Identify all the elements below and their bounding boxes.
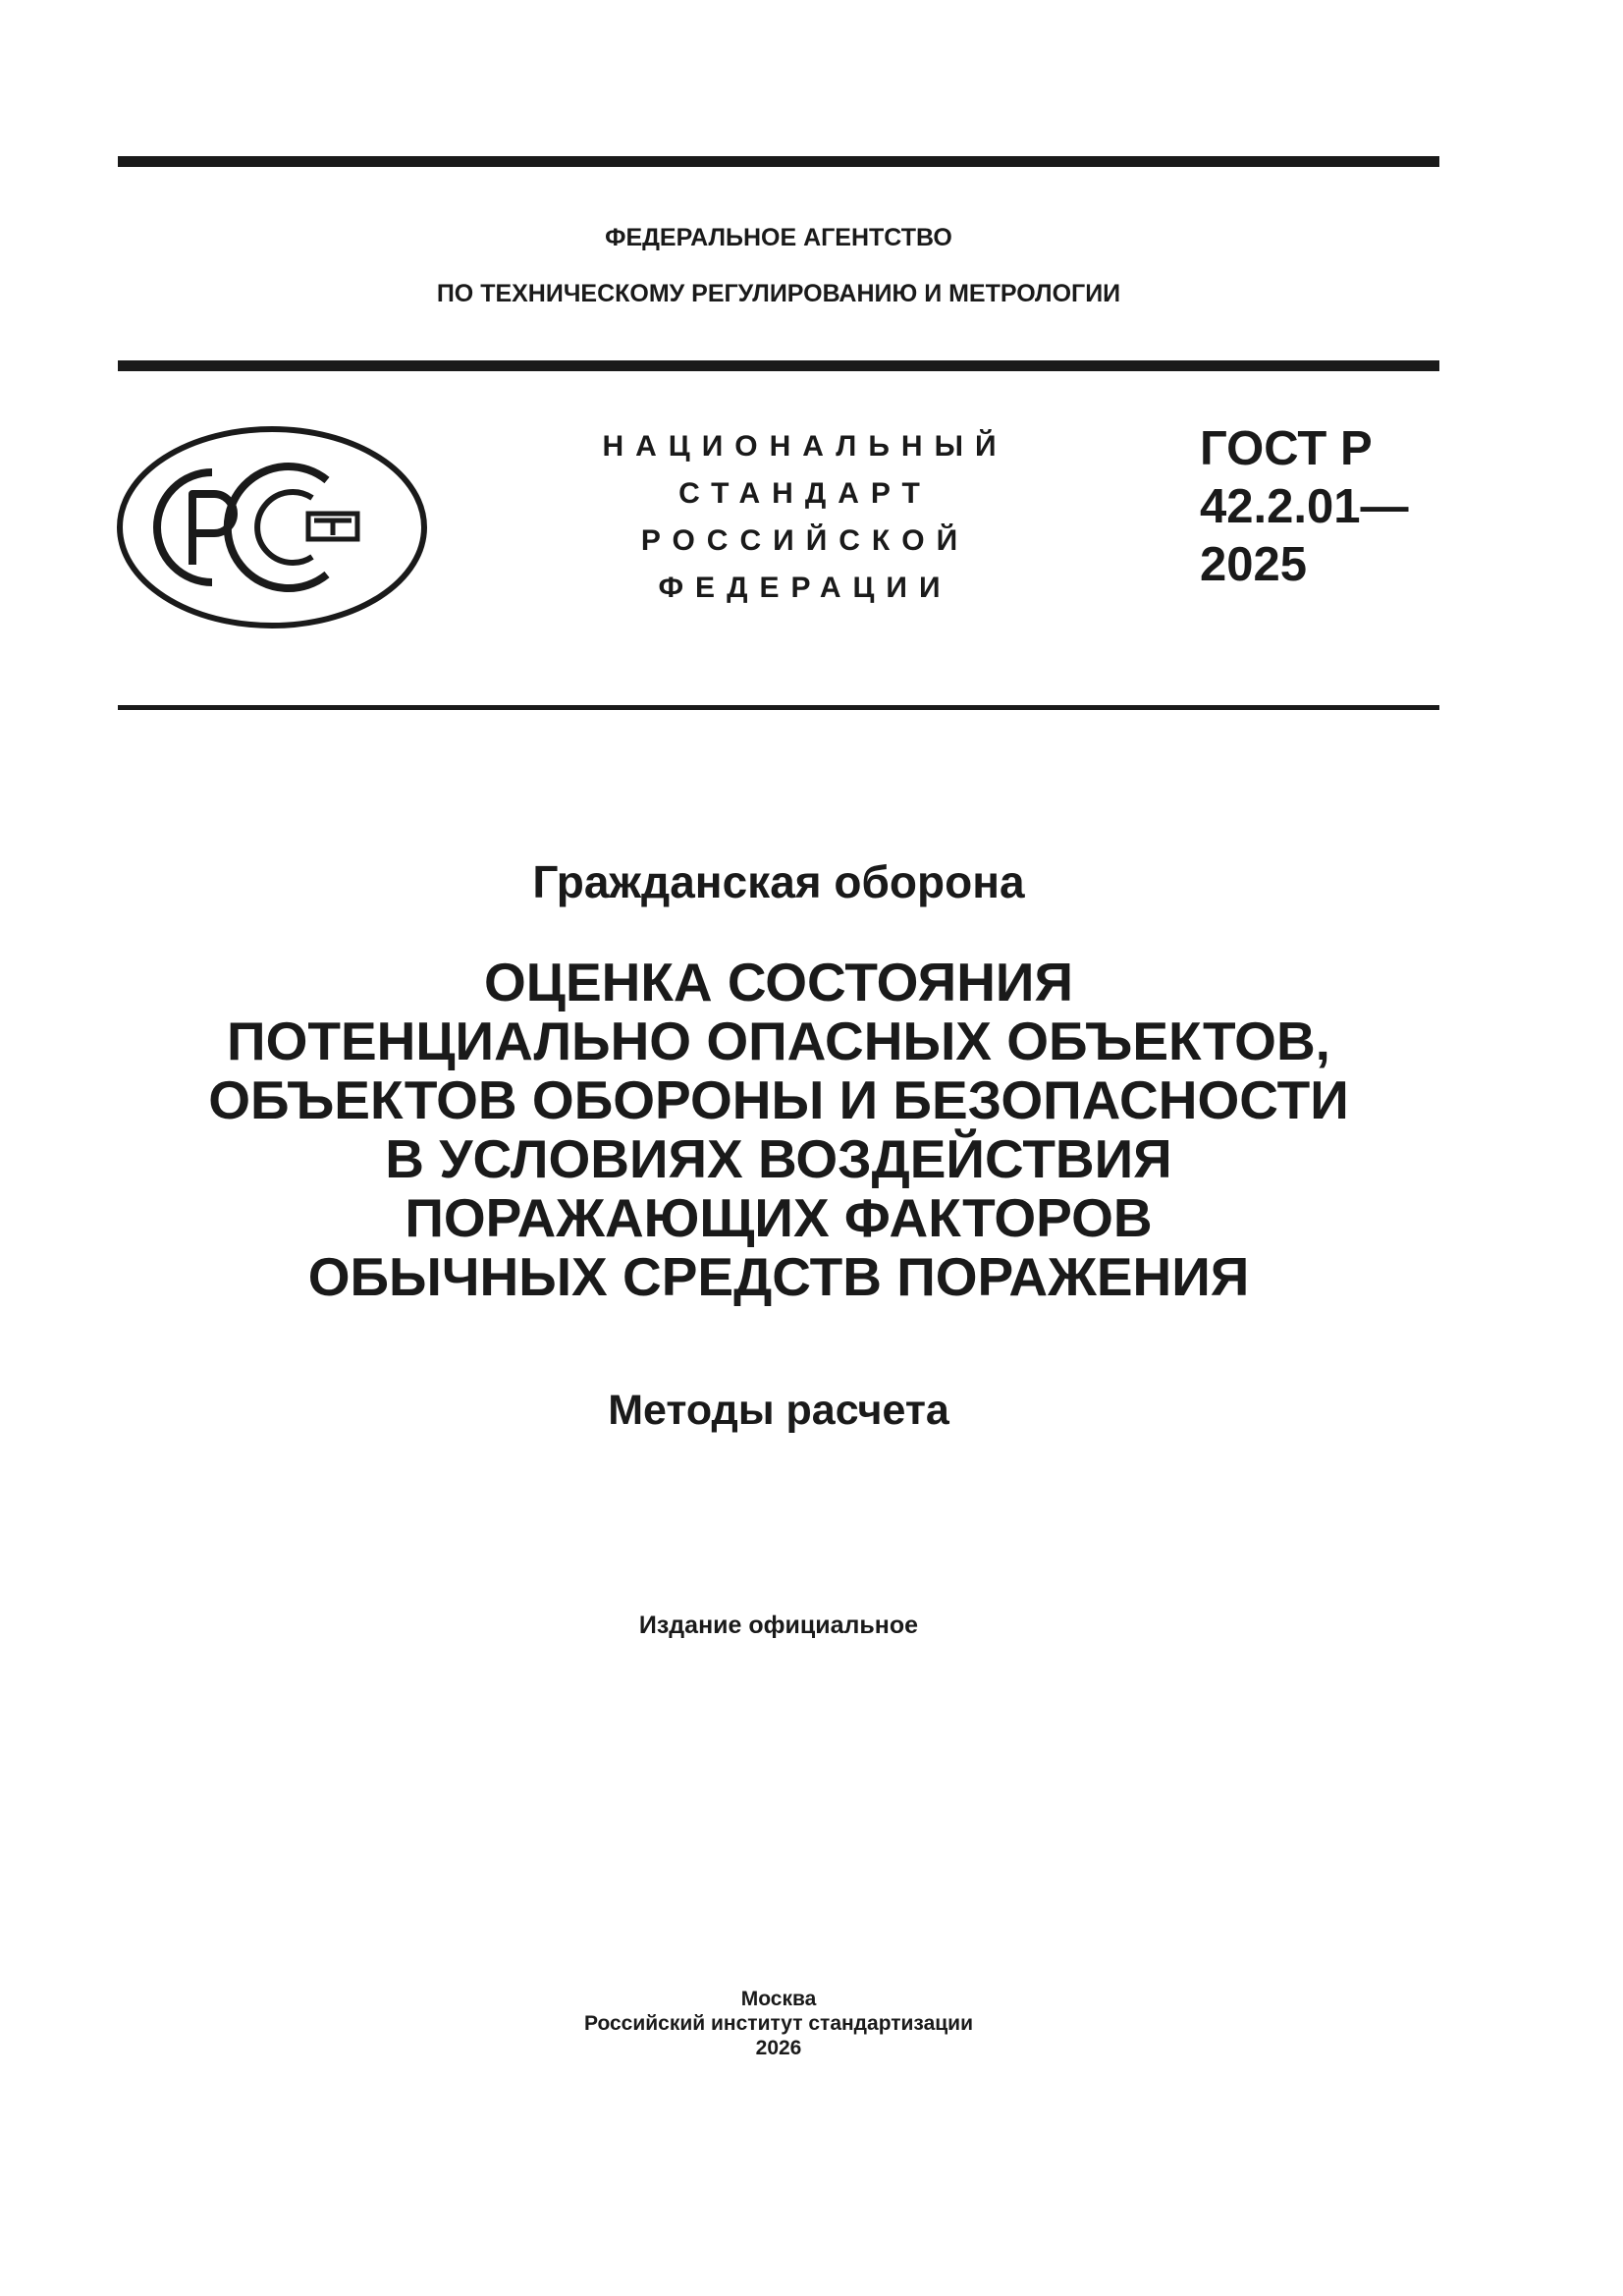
agency-name-line-2: ПО ТЕХНИЧЕСКОМУ РЕГУЛИРОВАНИЮ И МЕТРОЛОГИИ <box>436 280 1121 307</box>
gost-r-certification-mark-icon <box>116 425 428 629</box>
header-bottom-rule <box>118 705 1439 710</box>
top-rule <box>118 156 1439 167</box>
main-title-line-5: ПОРАЖАЮЩИХ ФАКТОРОВ <box>405 1187 1153 1248</box>
national-standard-line-1: НАЦИОНАЛЬНЫЙ <box>602 430 1008 463</box>
footer-city: Москва <box>740 1988 817 2010</box>
national-standard-line-2: СТАНДАРТ <box>678 477 932 510</box>
main-title-line-3: ОБЪЕКТОВ ОБОРОНЫ И БЕЗОПАСНОСТИ <box>208 1069 1349 1130</box>
publisher-footer <box>118 1987 1439 2060</box>
document-subtitle: Методы расчета <box>608 1387 949 1434</box>
footer-year: 2026 <box>755 2037 802 2059</box>
designation-line-2: 42.2.01— <box>1200 480 1409 533</box>
designation-line-1: ГОСТ Р <box>1200 422 1373 475</box>
national-standard-line-3: РОССИЙСКОЙ <box>640 524 970 557</box>
subject-area-title: Гражданская оборона <box>532 856 1025 907</box>
national-standard-label <box>560 423 1051 612</box>
main-title-line-2: ПОТЕНЦИАЛЬНО ОПАСНЫХ ОБЪЕКТОВ, <box>227 1011 1330 1071</box>
footer-publisher: Российский институт стандартизации <box>583 2012 974 2035</box>
standard-designation <box>1200 420 1409 594</box>
document-main-title <box>118 953 1439 1306</box>
designation-line-3: 2025 <box>1200 538 1308 591</box>
main-title-line-1: ОЦЕНКА СОСТОЯНИЯ <box>483 952 1073 1012</box>
main-title-line-6: ОБЫЧНЫХ СРЕДСТВ ПОРАЖЕНИЯ <box>307 1246 1250 1307</box>
edition-label: Издание официальное <box>638 1612 919 1639</box>
agency-name-line-1: ФЕДЕРАЛЬНОЕ АГЕНТСТВО <box>605 224 952 251</box>
agency-divider-rule <box>118 360 1439 371</box>
national-standard-line-4: ФЕДЕРАЦИИ <box>658 572 952 604</box>
main-title-line-4: В УСЛОВИЯХ ВОЗДЕЙСТВИЯ <box>385 1128 1172 1189</box>
